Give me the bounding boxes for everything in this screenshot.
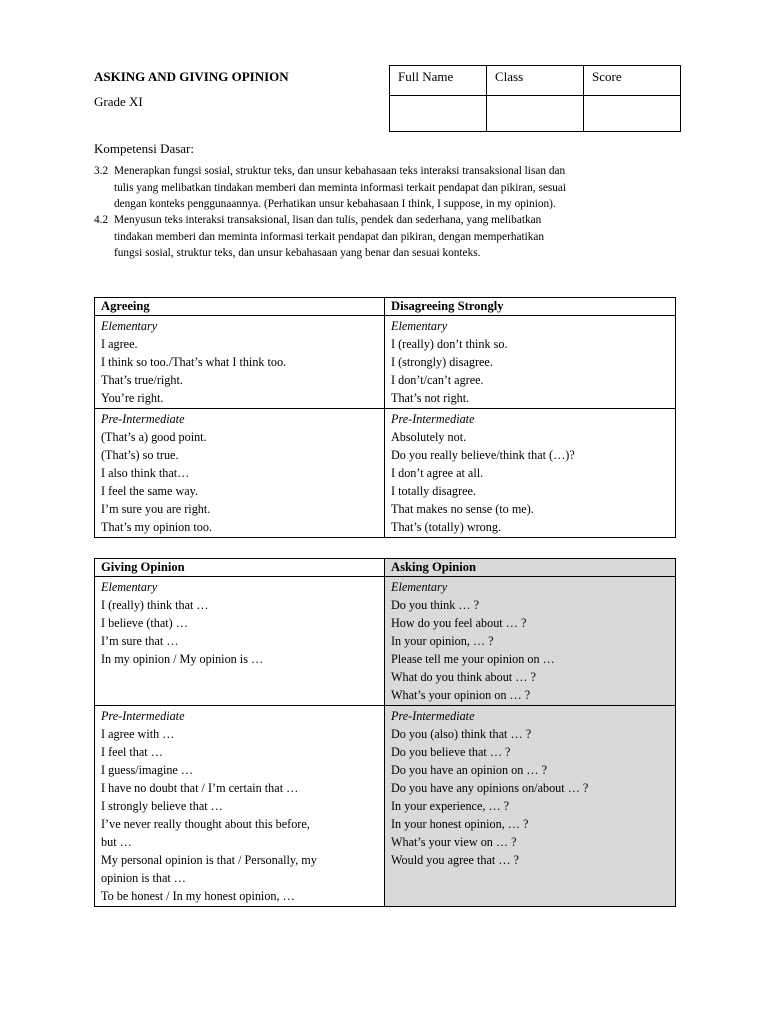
disagreeing-header: Disagreeing Strongly xyxy=(385,298,676,316)
competency-line: tindakan memberi dan meminta informasi terkait pendapat dan pikiran, dengan memperhatikan xyxy=(114,230,545,243)
level-label: Pre-Intermediate xyxy=(101,412,185,426)
competency-line: Menyusun teks interaksi transaksional, lisan dan tulis, pendek dan sederhana, yang melibatkan xyxy=(114,214,542,226)
expression: Absolutely not. xyxy=(391,430,467,444)
competency-line: Menerapkan fungsi sosial, struktur teks, dan unsur kebahasaan teks interaksi transaksional lisan dan xyxy=(114,165,566,177)
expression: I (really) don’t think so. xyxy=(391,337,508,351)
expression: Do you think … ? xyxy=(391,598,480,612)
competency-line: fungsi sosial, struktur teks, dan unsur kebahasaan yang benar dan sesuai konteks. xyxy=(114,247,481,259)
expression: What’s your opinion on … ? xyxy=(391,688,531,702)
expression: What’s your view on … ? xyxy=(391,835,517,849)
full-name-field[interactable] xyxy=(390,95,487,131)
expression: To be honest / In my honest opinion, … xyxy=(101,889,295,903)
expression: In your honest opinion, … ? xyxy=(391,817,529,831)
agreeing-pre-intermediate-cell xyxy=(95,409,385,538)
level-label: Pre-Intermediate xyxy=(391,709,475,723)
kompetensi-label: Kompetensi Dasar: xyxy=(94,141,195,156)
expression: I don’t agree at all. xyxy=(391,466,484,480)
level-label: Elementary xyxy=(391,580,448,594)
class-header: Class xyxy=(487,66,584,96)
expression: In my opinion / My opinion is … xyxy=(101,652,264,666)
competency-number: 3.2 xyxy=(94,165,109,177)
expression: That’s true/right. xyxy=(101,373,183,387)
expression: You’re right. xyxy=(101,391,164,405)
expression: That’s (totally) wrong. xyxy=(391,520,502,534)
score-field[interactable] xyxy=(584,95,681,131)
level-label: Pre-Intermediate xyxy=(391,412,475,426)
disagreeing-pre-intermediate-cell xyxy=(385,409,676,538)
disagreeing-elementary-cell xyxy=(385,316,676,409)
expression: I agree. xyxy=(101,337,138,351)
expression: I don’t/can’t agree. xyxy=(391,373,484,387)
expression: I (strongly) disagree. xyxy=(391,355,493,369)
agreeing-header: Agreeing xyxy=(95,298,385,316)
expression: Please tell me your opinion on … xyxy=(391,652,555,666)
level-label: Pre-Intermediate xyxy=(101,709,185,723)
expression: I totally disagree. xyxy=(391,484,476,498)
expression: I agree with … xyxy=(101,727,175,741)
asking-opinion-header: Asking Opinion xyxy=(385,559,676,577)
expression: In your opinion, … ? xyxy=(391,634,494,648)
giving-asking-table xyxy=(94,558,676,907)
giving-opinion-header: Giving Opinion xyxy=(95,559,385,577)
competency-4-2 xyxy=(94,212,684,262)
expression: That’s my opinion too. xyxy=(101,520,213,534)
expression: but … xyxy=(101,835,132,849)
expression: (That’s) so true. xyxy=(101,448,179,462)
expression: I strongly believe that … xyxy=(101,799,223,813)
expression: Do you really believe/think that (…)? xyxy=(391,448,575,462)
grade-label: Grade XI xyxy=(94,94,143,109)
expression: Do you believe that … ? xyxy=(391,745,511,759)
expression: In your experience, … ? xyxy=(391,799,510,813)
expression: opinion is that … xyxy=(101,871,186,885)
expression: That’s not right. xyxy=(391,391,470,405)
giving-pre-intermediate-cell xyxy=(95,706,385,907)
expression: (That’s a) good point. xyxy=(101,430,207,444)
expression: I have no doubt that / I’m certain that … xyxy=(101,781,299,795)
expression: How do you feel about … ? xyxy=(391,616,527,630)
class-field[interactable] xyxy=(487,95,584,131)
expression: Do you have any opinions on/about … ? xyxy=(391,781,589,795)
expression: I feel that … xyxy=(101,745,163,759)
asking-pre-intermediate-cell xyxy=(385,706,676,907)
expression: I also think that… xyxy=(101,466,190,480)
student-info-table xyxy=(389,65,681,132)
expression: I think so too./That’s what I think too. xyxy=(101,355,287,369)
expression: I’m sure you are right. xyxy=(101,502,211,516)
competency-3-2 xyxy=(94,163,684,213)
giving-elementary-cell xyxy=(95,577,385,706)
expression: I believe (that) … xyxy=(101,616,188,630)
full-name-header: Full Name xyxy=(390,66,487,96)
expression: I (really) think that … xyxy=(101,598,209,612)
level-label: Elementary xyxy=(101,319,158,333)
expression: I’m sure that … xyxy=(101,634,179,648)
expression: My personal opinion is that / Personally, my xyxy=(101,853,317,867)
competency-line: dengan konteks penggunaannya. (Perhatikan unsur kebahasaan I think, I suppose, in my opinion). xyxy=(114,198,556,210)
expression: I’ve never really thought about this before, xyxy=(101,817,310,831)
level-label: Elementary xyxy=(391,319,448,333)
asking-elementary-cell xyxy=(385,577,676,706)
expression: What do you think about … ? xyxy=(391,670,536,684)
competency-line: tulis yang melibatkan tindakan memberi dan meminta informasi terkait pendapat dan pikiran, sesuai xyxy=(114,181,567,194)
page-title: ASKING AND GIVING OPINION xyxy=(94,69,289,84)
expression: That makes no sense (to me). xyxy=(391,502,534,516)
expression: I feel the same way. xyxy=(101,484,198,498)
score-header: Score xyxy=(584,66,681,96)
expression: Would you agree that … ? xyxy=(391,853,519,867)
expression: Do you have an opinion on … ? xyxy=(391,763,548,777)
expression: I guess/imagine … xyxy=(101,763,194,777)
competency-number: 4.2 xyxy=(94,214,109,226)
level-label: Elementary xyxy=(101,580,158,594)
agreeing-elementary-cell xyxy=(95,316,385,409)
expression: Do you (also) think that … ? xyxy=(391,727,532,741)
agree-disagree-table xyxy=(94,297,676,538)
